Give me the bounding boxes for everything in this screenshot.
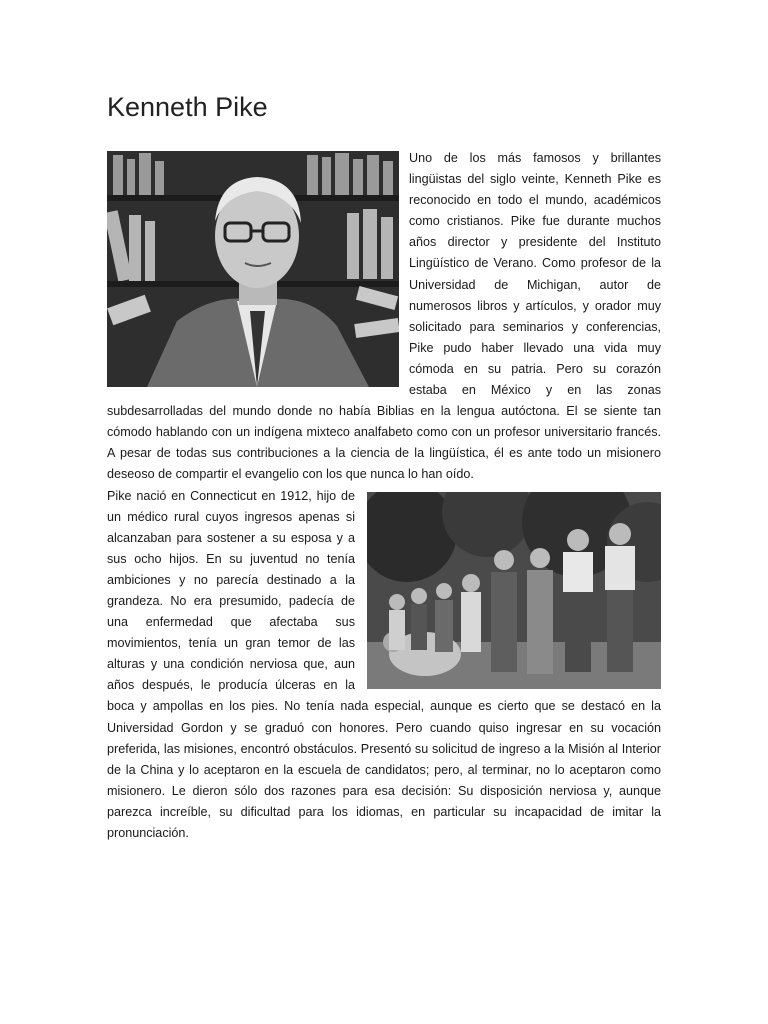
article-body <box>107 148 661 844</box>
paragraph-1: Uno de los más famosos y brillantes lingüistas del siglo veinte, Kenneth Pike es reconocido en todo el mundo, académicos como cristianos. Pike fue durante muchos años director y presidente del Instituto Lingüístico de Verano. Como profesor de la Universidad de Michigan, autor de numerosos libros y artículos, y orador muy solicitado para seminarios y conferencias, Pike pudo haber llevado una vida muy cómoda en su patria. Pero su corazón estaba en México y en las zonas subdesarrolladas del mundo donde no había Biblias en la lengua autóctona. El se siente tan cómodo hablando con un indígena mixteco analfabeto como con un profesor universitario francés. A pesar de todas sus contribuciones a la ciencia de la lingüística, él es ante todo un misionero deseoso de compartir el evangelio con los que nunca lo han oído. <box>107 151 661 482</box>
paragraph-2: Pike nació en Connecticut en 1912, hijo de un médico rural cuyos ingresos apenas si alcanzaban para sostener a su esposa y a sus ocho hijos. En su juventud no tenía ambiciones y no parecía destinado a la grandeza. No era presumido, padecía de una enfermedad que afectaba sus movimientos, tenía un gran temor de las alturas y una condición nerviosa que, aun años después, le producía úlceras en la boca y ampollas en los pies. No tenía nada especial, aunque es cierto que se destacó en la Universidad Gordon y se graduó con honores. Pero cuando quiso ingresar en su vocación preferida, las misiones, encontró obstáculos. Presentó su solicitud de ingreso a la Misión al Interior de la China y lo aceptaron en la escuela de candidatos; pero, al terminar, no lo aceptaron como misionero. Le dieron sólo dos razones para esa decisión: Su disposición nerviosa y, aunque parezca increíble, su dificultad para los idiomas, en particular su incapacidad de imitar la pronunciación. <box>107 488 661 840</box>
portrait-photo <box>107 151 399 387</box>
page-title: Kenneth Pike <box>107 92 268 122</box>
family-photo <box>367 492 661 689</box>
